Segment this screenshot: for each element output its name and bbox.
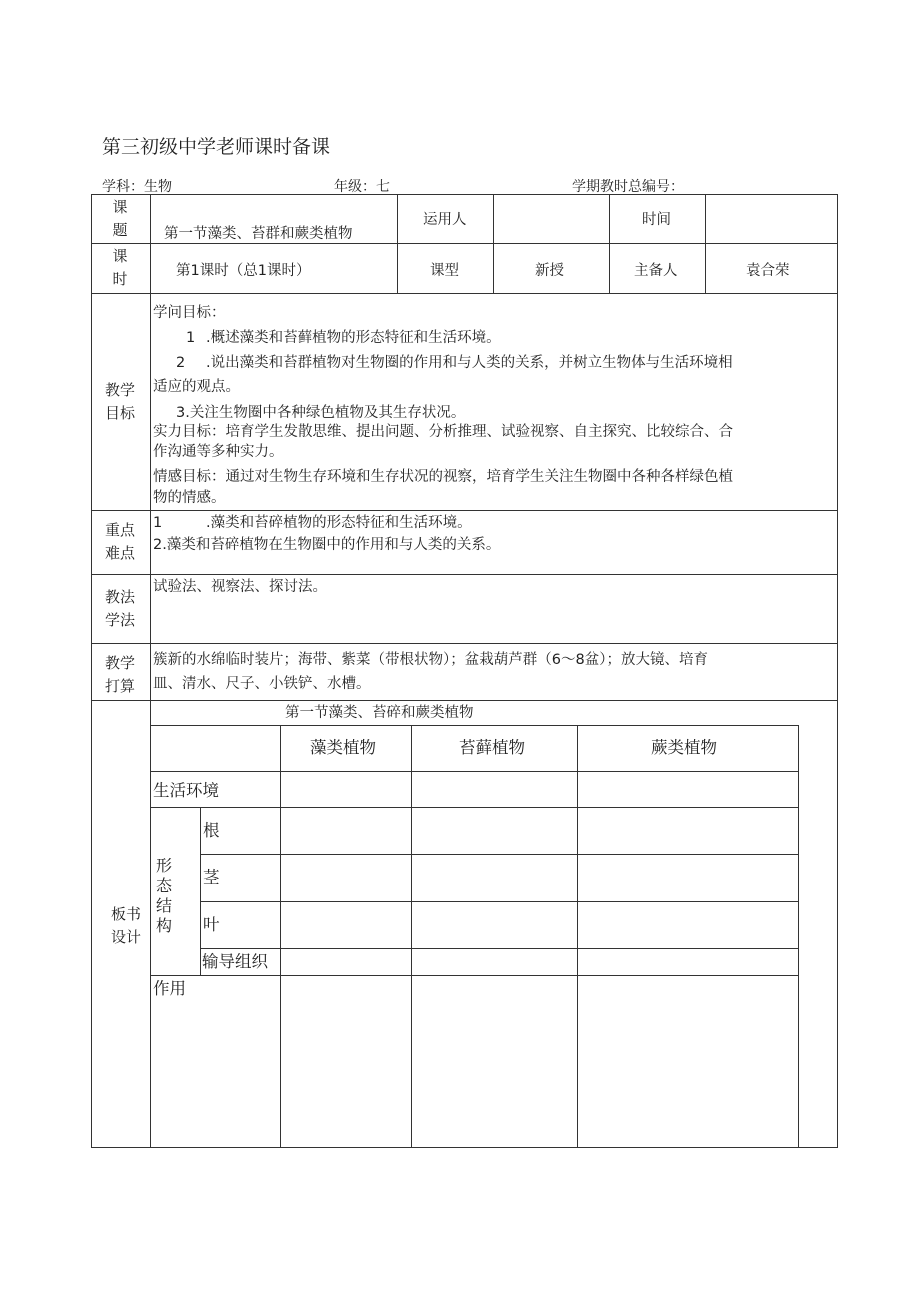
row-divider: [91, 700, 838, 701]
goal-item-1-number: 1: [186, 330, 196, 346]
row-divider: [91, 574, 838, 575]
label-column-divider: [150, 194, 151, 1148]
topic-label: 课 题: [112, 198, 128, 239]
subject-label: 学科：生物: [102, 179, 172, 195]
key-point-1-number: 1: [153, 515, 163, 531]
emotion-goal: 情感目标：通过对生物生存环境和生存状况的视察，培育学生关注生物圈中各种各样绿色植: [153, 469, 733, 485]
board-line: [200, 807, 201, 975]
ability-goal: 实力目标：培育学生发散思维、提出问题、分析推理、试验视察、自主探究、比较综合、合: [153, 424, 733, 440]
board-line: [798, 725, 799, 1148]
prep-line-2: 皿、清水、尺子、小铁铲、水槽。: [153, 676, 371, 692]
page-title: 第三初级中学老师课时备课: [102, 136, 331, 158]
header-divider: [609, 194, 610, 293]
owner-value: 袁合荣: [746, 263, 790, 279]
time-label: 时间: [642, 212, 671, 228]
serial-label: 学期教时总编号：: [572, 179, 684, 195]
board-label: 板书 设计: [110, 905, 141, 946]
row-habitat: 生活环境: [153, 781, 219, 800]
methods-label: 教法 学法: [104, 588, 135, 629]
goal-item-2-number: 2: [176, 355, 186, 371]
board-line: [150, 771, 799, 772]
row-vascular: 输导组织: [202, 952, 268, 971]
prep-line-1: 簇新的水绵临时装片；海带、紫菜（带根状物）；盆栽葫芦群（6～8盆）；放大镜、培育: [153, 652, 708, 668]
board-line: [150, 975, 799, 976]
col-header-fern: 蕨类植物: [651, 738, 717, 757]
board-line: [200, 948, 799, 949]
row-stem: 茎: [203, 868, 220, 887]
row-leaf: 叶: [203, 915, 220, 934]
prep-label: 教学 打算: [104, 654, 135, 695]
type-label: 课型: [430, 263, 459, 279]
header-divider: [397, 194, 398, 293]
row-group-morphology: 形 态 结 构: [155, 856, 172, 935]
goal-item-1: .概述藻类和苔藓植物的形态特征和生活环境。: [206, 330, 501, 346]
row-divider: [91, 643, 838, 644]
goal-item-2-continued: 适应的观点。: [153, 379, 240, 395]
row-root: 根: [203, 821, 220, 840]
header-divider: [705, 194, 706, 293]
period-value: 第1课时（总1课时）: [176, 263, 311, 279]
board-line: [200, 854, 799, 855]
board-title: 第一节藻类、苔碎和蕨类植物: [285, 705, 474, 721]
key-point-2: 2.藻类和苔碎植物在生物圈中的作用和与人类的关系。: [153, 537, 501, 553]
key-point-1: .藻类和苔碎植物的形态特征和生活环境。: [206, 515, 472, 531]
topic-value: 第一节藻类、苔群和蕨类植物: [164, 226, 353, 242]
emotion-goal-continued: 物的情感。: [153, 490, 226, 506]
board-line: [577, 725, 578, 1148]
board-line: [411, 725, 412, 1148]
grade-label: 年级：七: [334, 179, 390, 195]
period-label: 课 时: [112, 247, 128, 288]
col-header-algae: 藻类植物: [310, 738, 376, 757]
user-label: 运用人: [423, 212, 467, 228]
board-line: [150, 725, 799, 726]
owner-label: 主备人: [634, 263, 678, 279]
col-header-moss: 苔藓植物: [459, 738, 525, 757]
board-line: [200, 901, 799, 902]
goals-label: 教学 目标: [104, 381, 135, 422]
key-points-label: 重点 难点: [104, 521, 135, 562]
row-divider: [91, 293, 838, 294]
row-divider: [91, 243, 838, 244]
header-divider: [493, 194, 494, 293]
goal-item-2: .说出藻类和苔群植物对生物圈的作用和与人类的关系，并树立生物体与生活环境相: [206, 355, 733, 371]
knowledge-goal-title: 学问目标：: [153, 305, 226, 321]
row-function: 作用: [153, 979, 186, 998]
ability-goal-continued: 作沟通等多种实力。: [153, 444, 284, 460]
row-divider: [91, 510, 838, 511]
board-line: [280, 725, 281, 1148]
goal-item-3: 3.关注生物圈中各种绿色植物及其生存状况。: [176, 405, 466, 421]
board-line: [150, 807, 799, 808]
methods-text: 试验法、视察法、探讨法。: [153, 579, 327, 595]
type-value: 新授: [535, 263, 564, 279]
